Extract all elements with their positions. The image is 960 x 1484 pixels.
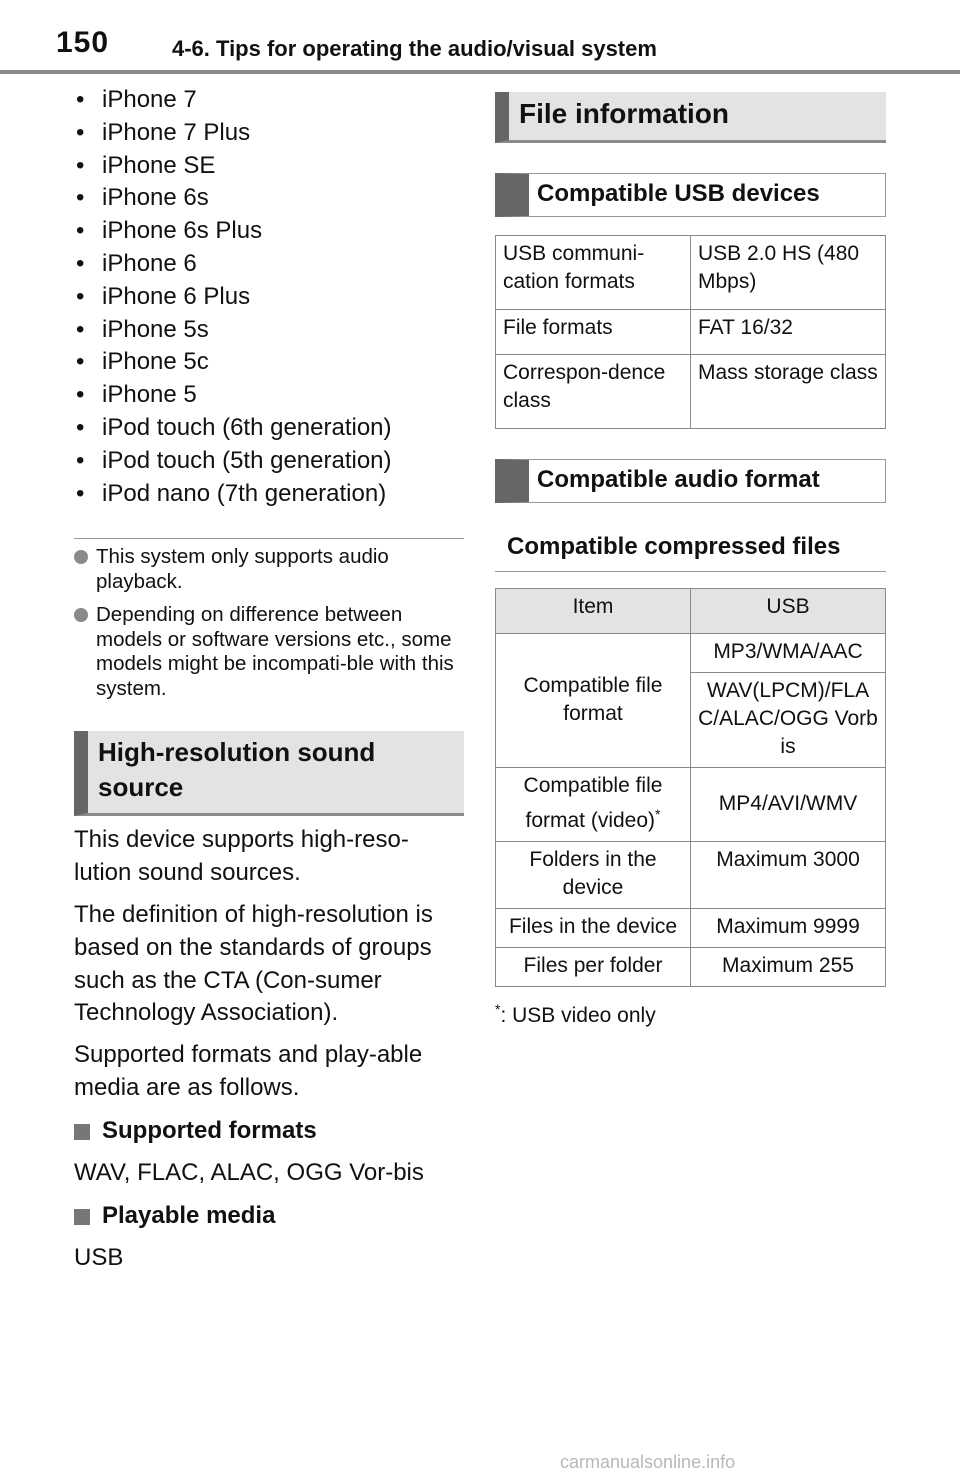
playable-media-label: Playable media	[102, 1201, 276, 1229]
table-cell: Compatible file format	[496, 634, 691, 768]
section-title: 4-6. Tips for operating the audio/visual system	[172, 36, 657, 61]
list-item: • iPhone 6s Plus	[74, 215, 464, 248]
list-item: • iPhone 6s	[74, 182, 464, 215]
list-item: • iPhone 6 Plus	[74, 281, 464, 314]
note-item	[74, 545, 464, 594]
compatible-compressed-files-heading: Compatible compressed files	[495, 525, 886, 572]
table-row	[496, 355, 886, 429]
list-item: • iPod touch (5th generation)	[74, 445, 464, 478]
square-bullet-icon	[74, 1124, 90, 1140]
table-cell: MP4/AVI/WMV	[691, 768, 886, 842]
hires-heading-line1: High-resolution sound	[98, 737, 376, 768]
hires-heading-line2: source	[98, 772, 184, 803]
table-row	[496, 909, 886, 948]
hires-para-1: This device supports high-reso-lution sound sources.	[74, 826, 409, 887]
table-row	[496, 634, 886, 673]
table-cell: Files in the device	[496, 909, 691, 948]
footnote-mark: *	[655, 806, 661, 822]
hires-para-3: Supported formats and play-able media are as follows.	[74, 1041, 423, 1101]
page-number: 150	[56, 26, 110, 59]
table-cell: USB communi-cation formats	[496, 236, 691, 310]
table-cell: Mass storage class	[691, 355, 886, 429]
file-information-heading: File information	[495, 92, 886, 143]
note-text: This system only supports audio playback.	[96, 545, 389, 593]
page-header	[0, 0, 960, 76]
footnote-mark: *	[495, 1001, 501, 1017]
watermark: carmanualsonline.info	[560, 1452, 736, 1472]
list-item: • iPod nano (7th generation)	[74, 478, 464, 511]
table-row	[496, 768, 886, 842]
right-column	[495, 92, 886, 1028]
table-cell: MP3/WMA/AAC	[691, 634, 886, 673]
table-cell: Maximum 9999	[691, 909, 886, 948]
table-cell: USB 2.0 HS (480 Mbps)	[691, 236, 886, 310]
playable-media-value: USB	[74, 1243, 124, 1271]
video-format-label: Compatible file format (video)	[523, 774, 663, 832]
list-item: • iPhone 5	[74, 379, 464, 412]
table-row	[496, 236, 886, 310]
table-row	[496, 842, 886, 909]
bullet-circle-icon	[74, 550, 88, 564]
list-item: • iPhone 5s	[74, 314, 464, 347]
list-item: • iPhone SE	[74, 150, 464, 183]
table-row	[496, 948, 886, 987]
compatible-usb-devices-heading: Compatible USB devices	[495, 173, 886, 217]
usb-devices-table	[495, 235, 886, 429]
playable-media-heading	[74, 1200, 464, 1232]
left-column	[74, 84, 464, 1274]
notes-block	[74, 538, 464, 701]
table-cell: Maximum 255	[691, 948, 886, 987]
table-cell	[496, 768, 691, 842]
list-item: • iPhone 5c	[74, 346, 464, 379]
compatible-audio-format-heading: Compatible audio format	[495, 459, 886, 503]
table-cell: FAT 16/32	[691, 310, 886, 355]
square-bullet-icon	[74, 1209, 90, 1225]
footnote-text: : USB video only	[500, 1004, 656, 1027]
bullet-circle-icon	[74, 608, 88, 622]
supported-formats-heading	[74, 1115, 464, 1147]
hires-heading	[74, 731, 464, 816]
table-cell: Files per folder	[496, 948, 691, 987]
hires-para-2: The definition of high-resolution is based on the standards of groups such as the CTA (Con-sumer Technology Association).	[74, 900, 433, 1027]
table-header-row	[496, 589, 886, 634]
compatible-device-list	[74, 84, 464, 510]
table-row	[496, 310, 886, 355]
table-cell: Correspon-dence class	[496, 355, 691, 429]
list-item: • iPhone 6	[74, 248, 464, 281]
list-item: • iPod touch (6th generation)	[74, 412, 464, 445]
column-header-item: Item	[496, 589, 691, 634]
note-item	[74, 603, 464, 701]
compressed-files-table	[495, 588, 886, 987]
list-item: • iPhone 7 Plus	[74, 117, 464, 150]
list-item: • iPhone 7	[74, 84, 464, 117]
header-rule	[0, 70, 960, 74]
supported-formats-value: WAV, FLAC, ALAC, OGG Vor-bis	[74, 1158, 424, 1186]
table-cell: Maximum 3000	[691, 842, 886, 909]
table-cell: WAV(LPCM)/FLAC/ALAC/OGG Vorbis	[691, 673, 886, 768]
table-cell: Folders in the device	[496, 842, 691, 909]
note-text: Depending on difference between models or software versions etc., some models might be incompati-ble with this system.	[96, 603, 454, 700]
supported-formats-label: Supported formats	[102, 1116, 317, 1144]
table-cell: File formats	[496, 310, 691, 355]
footnote	[495, 1001, 886, 1028]
column-header-usb: USB	[691, 589, 886, 634]
